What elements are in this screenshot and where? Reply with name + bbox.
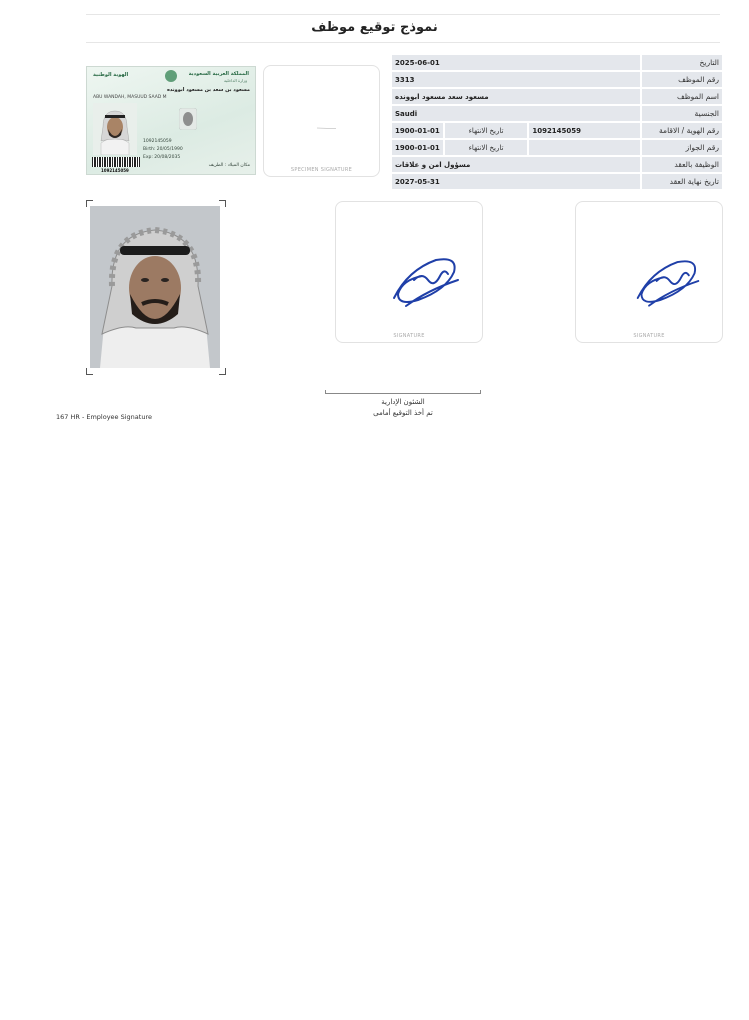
info-row (392, 123, 722, 138)
form-footer: 167 HR - Employee Signature (56, 413, 152, 421)
admin-signature-line (325, 390, 481, 394)
id-card-name-en: ABU WANDAH, MASUUD SAAD M (93, 95, 167, 100)
id-card-barcode-number: 1092145059 (101, 168, 129, 173)
id-card-ministry: وزارة الداخلية (224, 78, 247, 83)
admin-note: تم أخذ التوقيع أمامى (373, 409, 433, 417)
employee-photo (90, 206, 220, 368)
date-label: التاريخ (642, 55, 722, 70)
employee-info-table (390, 53, 724, 191)
contract-end-value: 2027-05-31 (392, 174, 640, 189)
id-card-name-ar: مسعود بن سعد بن مسعود ابوونده (166, 87, 250, 93)
signature-caption-1: SIGNATURE (393, 333, 425, 339)
employee-name-label: اسم الموظف (642, 89, 722, 104)
page-title: نموذج توقيع موظف (311, 20, 438, 35)
id-card-number: 1092145059 (143, 139, 172, 144)
passport-expiry-value: 1900-01-01 (392, 140, 443, 155)
specimen-signature-card (263, 65, 380, 177)
passport-number-value (529, 140, 640, 155)
signature-card-2 (575, 201, 723, 343)
employee-name-value: مسعود سعد مسعود ابوونده (392, 89, 640, 104)
passport-expiry-label: تاريخ الانتهاء (445, 140, 528, 155)
crop-mark (219, 200, 226, 207)
id-card-place: مكان الميلاد : الطريف (208, 163, 250, 168)
specimen-caption: SPECIMEN SIGNATURE (290, 167, 353, 173)
info-row (392, 55, 722, 70)
job-title-value: مسؤول امن و علاقات (392, 157, 640, 172)
id-expiry-value: 1900-01-01 (392, 123, 443, 138)
specimen-mark (316, 125, 338, 131)
emblem-icon (165, 70, 177, 82)
id-card-expiry: Exp: 20/08/2035 (143, 155, 181, 160)
signature-image (632, 252, 704, 310)
id-number-value: 1092145059 (529, 123, 640, 138)
signature-card-1 (335, 201, 483, 343)
id-expiry-label: تاريخ الانتهاء (445, 123, 528, 138)
info-row (392, 72, 722, 87)
id-number-label: رقم الهوية / الاقامة (642, 123, 722, 138)
national-id-card (86, 66, 256, 175)
passport-number-label: رقم الجواز (642, 140, 722, 155)
info-row (392, 140, 722, 155)
info-row (392, 106, 722, 121)
id-card-birth: Birth: 20/05/1990 (143, 147, 183, 152)
signature-image (388, 250, 464, 310)
id-card-country: المملكة العربية السعودية (188, 71, 249, 77)
id-card-photo (93, 103, 137, 155)
employee-number-label: رقم الموظف (642, 72, 722, 87)
admin-department: الشئون الإدارية (381, 398, 425, 406)
signature-caption-2: SIGNATURE (633, 333, 665, 339)
employee-number-value: 3313 (392, 72, 640, 87)
id-card-hologram (179, 108, 197, 130)
nationality-value: Saudi (392, 106, 640, 121)
date-value: 2025-06-01 (392, 55, 640, 70)
id-card-type: الهوية الوطنية (93, 72, 129, 78)
crop-mark (86, 368, 93, 375)
top-divider (86, 14, 720, 15)
admin-acknowledgement (300, 397, 506, 419)
nationality-label: الجنسية (642, 106, 722, 121)
info-row (392, 174, 722, 189)
id-card-barcode (92, 157, 140, 167)
info-row (392, 157, 722, 172)
contract-end-label: تاريخ نهاية العقد (642, 174, 722, 189)
info-row (392, 89, 722, 104)
job-title-label: الوظيفة بالعقد (642, 157, 722, 172)
title-divider (86, 42, 720, 43)
crop-mark (219, 368, 226, 375)
